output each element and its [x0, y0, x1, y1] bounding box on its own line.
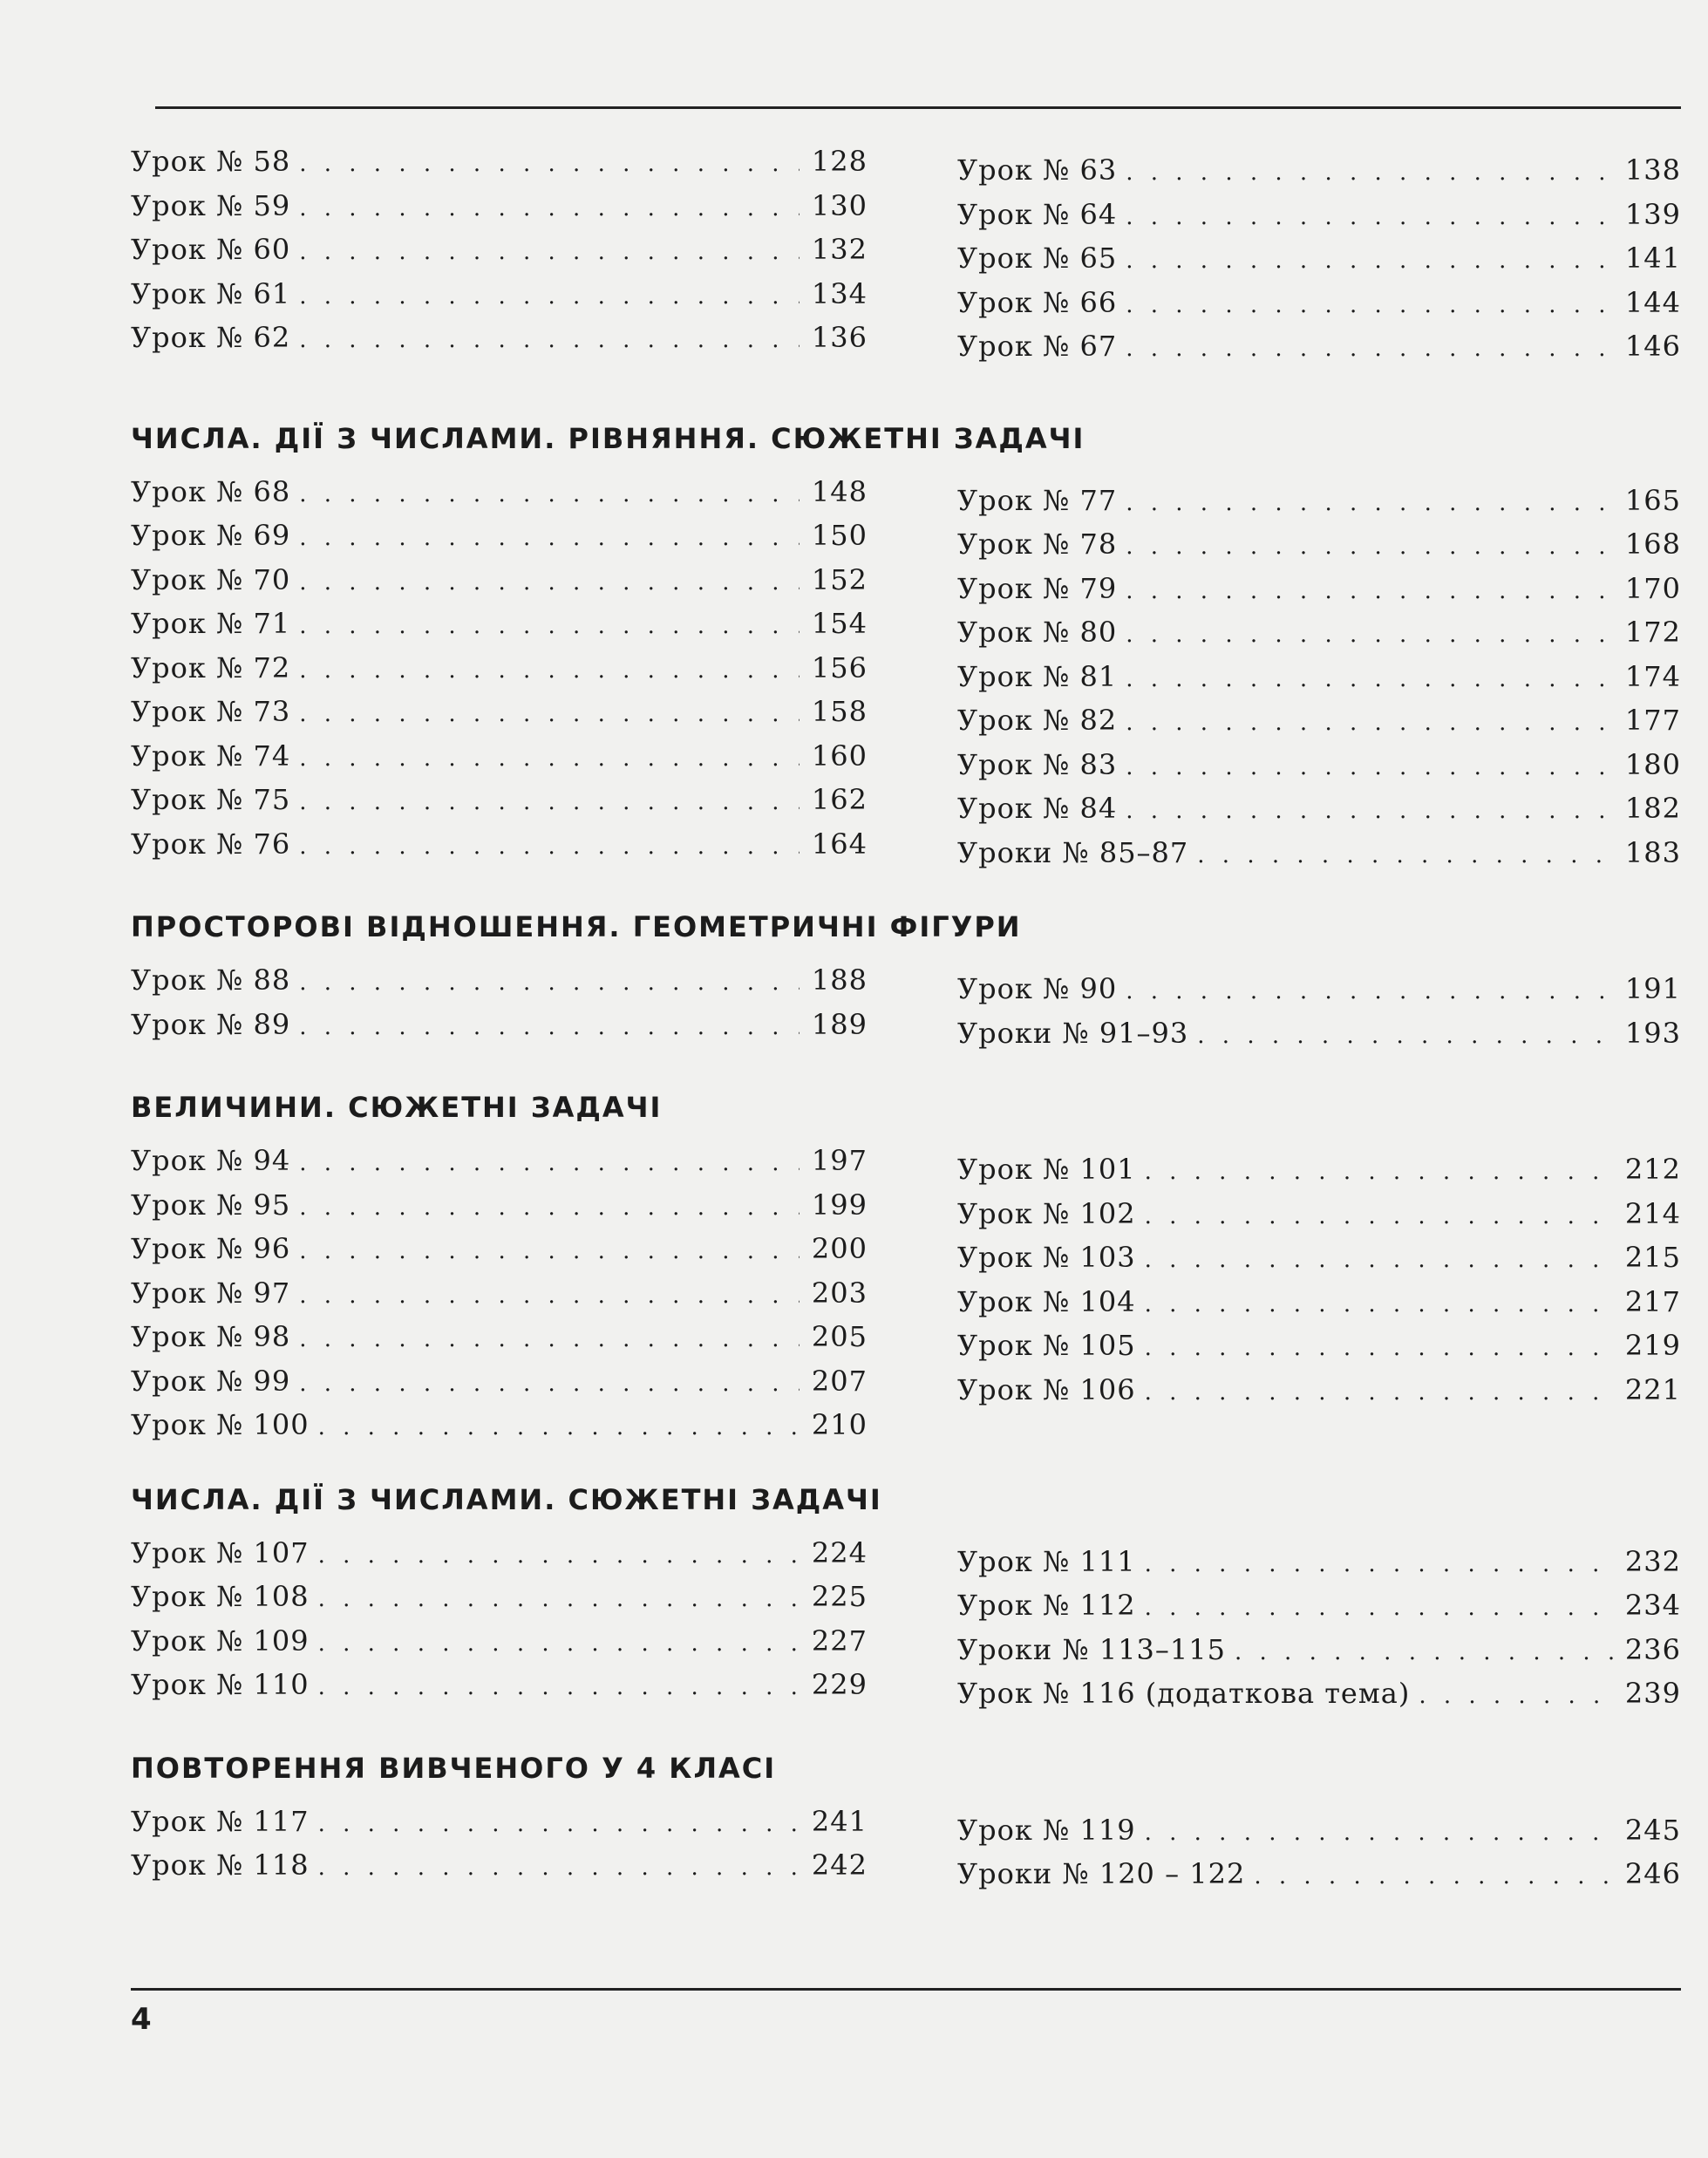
entry-page-number: 158 — [811, 695, 868, 728]
right-column — [957, 470, 1681, 875]
left-column — [131, 1800, 868, 1896]
entry-label: Урок № 65 — [957, 242, 1118, 275]
entry-page-number: 160 — [811, 739, 868, 773]
dot-leader — [1126, 283, 1613, 328]
entry-page-number: 132 — [811, 233, 868, 266]
entry-label: Урок № 72 — [131, 650, 291, 684]
entry-page-number: 188 — [811, 963, 868, 997]
toc-entry — [957, 236, 1681, 281]
right-column — [957, 1800, 1681, 1896]
entry-label: Урок № 112 — [957, 1589, 1136, 1622]
entry-page-number: 193 — [1624, 1016, 1681, 1050]
entry-label: Урок № 97 — [131, 1276, 291, 1310]
toc-entry — [131, 470, 868, 514]
entry-page-number: 234 — [1624, 1589, 1681, 1622]
entry-page-number: 242 — [811, 1848, 868, 1882]
entry-label: Урок № 108 — [131, 1580, 310, 1613]
table-of-contents — [131, 140, 1681, 1930]
toc-section — [131, 1088, 1681, 1447]
toc-entry — [957, 479, 1681, 523]
dot-leader — [318, 1577, 800, 1622]
dot-leader — [1126, 481, 1613, 526]
entry-page-number: 221 — [1624, 1372, 1681, 1406]
dot-leader — [1126, 745, 1613, 790]
section-columns — [131, 1531, 1681, 1716]
toc-entry — [957, 1147, 1681, 1192]
dot-leader — [1145, 1283, 1613, 1327]
right-column — [957, 958, 1681, 1055]
section-title: ЧИСЛА. ДІЇ З ЧИСЛАМИ. СЮЖЕТНІ ЗАДАЧІ — [131, 1482, 882, 1516]
toc-section — [131, 140, 1681, 369]
entry-label: Урок № 70 — [131, 562, 291, 596]
right-column — [957, 1139, 1681, 1447]
toc-entry — [957, 148, 1681, 193]
dot-leader — [318, 1665, 800, 1710]
entry-label: Уроки № 91–93 — [957, 1016, 1189, 1050]
toc-entry — [131, 184, 868, 228]
section-title: ПОВТОРЕННЯ ВИВЧЕНОГО У 4 КЛАСІ — [131, 1751, 777, 1785]
entry-label: Урок № 82 — [957, 704, 1118, 737]
dot-leader — [1145, 1542, 1613, 1587]
toc-entry — [131, 1139, 868, 1183]
entry-page-number: 164 — [811, 827, 868, 861]
dot-leader — [1126, 195, 1613, 240]
dot-leader — [299, 318, 800, 363]
toc-entry — [957, 1324, 1681, 1368]
toc-section — [131, 908, 1681, 1055]
entry-page-number: 134 — [811, 276, 868, 310]
entry-label: Урок № 89 — [131, 1007, 291, 1041]
right-column — [957, 140, 1681, 369]
dot-leader — [299, 187, 800, 231]
entry-label: Урок № 76 — [131, 827, 291, 861]
dot-leader — [1126, 613, 1613, 657]
entry-page-number: 227 — [811, 1624, 868, 1658]
toc-entry — [957, 1852, 1681, 1896]
toc-entry — [131, 1003, 868, 1047]
right-column — [957, 1531, 1681, 1716]
toc-entry — [957, 324, 1681, 369]
dot-leader — [299, 142, 800, 187]
toc-entry — [131, 228, 868, 272]
dot-leader — [299, 649, 800, 693]
entry-page-number: 130 — [811, 188, 868, 222]
dot-leader — [1126, 701, 1613, 745]
entry-label: Урок № 119 — [957, 1813, 1136, 1847]
entry-page-number: 200 — [811, 1232, 868, 1265]
entry-label: Уроки № 85–87 — [957, 835, 1189, 869]
entry-page-number: 128 — [811, 145, 868, 178]
toc-entry — [131, 514, 868, 558]
entry-label: Урок № 81 — [957, 659, 1118, 693]
section-title: ВЕЛИЧИНИ. СЮЖЕТНІ ЗАДАЧІ — [131, 1091, 663, 1124]
entry-page-number: 148 — [811, 474, 868, 508]
entry-page-number: 239 — [1624, 1677, 1681, 1710]
toc-entry — [131, 1315, 868, 1359]
entry-page-number: 189 — [811, 1007, 868, 1041]
entry-label: Урок № 96 — [131, 1232, 291, 1265]
entry-page-number: 191 — [1624, 972, 1681, 1005]
toc-entry — [957, 786, 1681, 831]
entry-page-number: 152 — [811, 562, 868, 596]
toc-entry — [957, 655, 1681, 699]
dot-leader — [299, 473, 800, 517]
entry-page-number: 241 — [811, 1804, 868, 1838]
entry-page-number: 138 — [1624, 153, 1681, 187]
dot-leader — [1235, 1630, 1613, 1675]
toc-entry — [957, 567, 1681, 611]
entry-label: Урок № 105 — [957, 1329, 1136, 1362]
dot-leader — [299, 1362, 800, 1406]
dot-leader — [1126, 569, 1613, 614]
toc-entry — [131, 1800, 868, 1844]
toc-entry — [131, 272, 868, 317]
entry-page-number: 144 — [1624, 285, 1681, 319]
toc-entry — [131, 1183, 868, 1228]
toc-entry — [131, 734, 868, 779]
dot-leader — [1145, 1150, 1613, 1195]
toc-entry — [131, 316, 868, 360]
dot-leader — [299, 1141, 800, 1186]
entry-page-number: 177 — [1624, 704, 1681, 737]
entry-page-number: 217 — [1624, 1284, 1681, 1318]
section-columns — [131, 958, 1681, 1055]
section-title: ПРОСТОРОВІ ВІДНОШЕННЯ. ГЕОМЕТРИЧНІ ФІГУРИ — [131, 910, 1022, 943]
toc-entry — [131, 1403, 868, 1447]
toc-entry — [957, 522, 1681, 567]
entry-label: Урок № 60 — [131, 233, 291, 266]
dot-leader — [299, 825, 800, 869]
dot-leader — [299, 1274, 800, 1318]
section-columns — [131, 1800, 1681, 1896]
entry-page-number: 180 — [1624, 747, 1681, 781]
entry-label: Урок № 95 — [131, 1188, 291, 1222]
toc-entry — [131, 690, 868, 734]
toc-section — [131, 1481, 1681, 1716]
entry-page-number: 236 — [1624, 1632, 1681, 1666]
toc-entry — [131, 778, 868, 822]
toc-entry — [131, 1843, 868, 1888]
left-column — [131, 1531, 868, 1716]
toc-entry — [131, 1359, 868, 1404]
toc-entry — [957, 281, 1681, 325]
dot-leader — [299, 1186, 800, 1230]
entry-page-number: 183 — [1624, 835, 1681, 869]
toc-entry — [957, 698, 1681, 743]
toc-entry — [957, 1192, 1681, 1236]
entry-label: Урок № 73 — [131, 695, 291, 728]
dot-leader — [318, 1846, 800, 1890]
toc-entry — [957, 1236, 1681, 1280]
entry-label: Урок № 74 — [131, 739, 291, 773]
entry-label: Урок № 106 — [957, 1372, 1136, 1406]
toc-entry — [131, 822, 868, 867]
left-column — [131, 1139, 868, 1447]
entry-label: Урок № 84 — [957, 792, 1118, 825]
entry-page-number: 168 — [1624, 528, 1681, 561]
toc-entry — [957, 610, 1681, 655]
dot-leader — [1197, 834, 1613, 878]
entry-label: Урок № 101 — [957, 1153, 1136, 1186]
entry-page-number: 172 — [1624, 616, 1681, 649]
dot-leader — [1126, 239, 1613, 283]
entry-label: Урок № 77 — [957, 483, 1118, 517]
dot-leader — [299, 604, 800, 649]
toc-entry — [957, 193, 1681, 237]
entry-page-number: 246 — [1624, 1857, 1681, 1890]
entry-page-number: 207 — [811, 1364, 868, 1398]
toc-entry — [131, 1531, 868, 1576]
dot-leader — [299, 1317, 800, 1362]
toc-entry — [131, 558, 868, 602]
entry-page-number: 139 — [1624, 197, 1681, 231]
entry-label: Урок № 67 — [957, 330, 1118, 363]
entry-page-number: 225 — [811, 1580, 868, 1613]
entry-label: Урок № 107 — [131, 1535, 310, 1569]
entry-page-number: 162 — [811, 783, 868, 816]
entry-label: Урок № 99 — [131, 1364, 291, 1398]
left-column — [131, 140, 868, 369]
entry-page-number: 214 — [1624, 1196, 1681, 1230]
entry-page-number: 224 — [811, 1535, 868, 1569]
toc-entry — [957, 1280, 1681, 1324]
toc-entry — [957, 743, 1681, 787]
dot-leader — [1126, 151, 1613, 195]
entry-label: Урок № 69 — [131, 519, 291, 552]
page-number: 4 — [131, 2002, 152, 2037]
dot-leader — [318, 1406, 800, 1450]
dot-leader — [1145, 1811, 1613, 1855]
entry-page-number: 150 — [811, 519, 868, 552]
dot-leader — [1145, 1586, 1613, 1630]
entry-label: Урок № 110 — [131, 1668, 310, 1701]
dot-leader — [1145, 1238, 1613, 1283]
entry-page-number: 154 — [811, 607, 868, 640]
entry-page-number: 205 — [811, 1320, 868, 1353]
section-columns — [131, 140, 1681, 369]
entry-label: Урок № 83 — [957, 747, 1118, 781]
entry-page-number: 203 — [811, 1276, 868, 1310]
toc-entry — [957, 831, 1681, 875]
toc-entry — [131, 1227, 868, 1271]
section-columns — [131, 1139, 1681, 1447]
entry-page-number: 197 — [811, 1144, 868, 1177]
entry-page-number: 182 — [1624, 792, 1681, 825]
dot-leader — [1197, 1014, 1613, 1059]
entry-label: Урок № 100 — [131, 1408, 310, 1441]
dot-leader — [1126, 789, 1613, 834]
entry-page-number: 174 — [1624, 659, 1681, 693]
entry-label: Урок № 62 — [131, 321, 291, 354]
toc-entry — [957, 1583, 1681, 1628]
dot-leader — [299, 561, 800, 605]
entry-label: Урок № 117 — [131, 1804, 310, 1838]
toc-entry — [957, 1011, 1681, 1056]
entry-label: Урок № 68 — [131, 474, 291, 508]
entry-page-number: 141 — [1624, 242, 1681, 275]
dot-leader — [1145, 1326, 1613, 1371]
entry-label: Урок № 98 — [131, 1320, 291, 1353]
entry-label: Уроки № 120 – 122 — [957, 1857, 1246, 1890]
dot-leader — [299, 1229, 800, 1274]
entry-label: Урок № 66 — [957, 285, 1118, 319]
entry-label: Урок № 90 — [957, 972, 1118, 1005]
entry-page-number: 199 — [811, 1188, 868, 1222]
toc-entry — [957, 1628, 1681, 1672]
entry-label: Урок № 71 — [131, 607, 291, 640]
dot-leader — [299, 737, 800, 781]
toc-entry — [957, 1671, 1681, 1716]
entry-label: Урок № 63 — [957, 153, 1118, 187]
entry-label: Урок № 109 — [131, 1624, 310, 1658]
entry-label: Урок № 102 — [957, 1196, 1136, 1230]
entry-label: Урок № 103 — [957, 1241, 1136, 1274]
dot-leader — [1126, 327, 1613, 371]
toc-entry — [131, 140, 868, 184]
entry-label: Урок № 104 — [957, 1284, 1136, 1318]
entry-label: Урок № 75 — [131, 783, 291, 816]
section-columns — [131, 470, 1681, 875]
entry-label: Урок № 78 — [957, 528, 1118, 561]
dot-leader — [1145, 1371, 1613, 1415]
dot-leader — [318, 1802, 800, 1847]
dot-leader — [1254, 1855, 1613, 1899]
toc-entry — [131, 646, 868, 691]
dot-leader — [1126, 970, 1613, 1014]
entry-page-number: 212 — [1624, 1153, 1681, 1186]
left-column — [131, 958, 868, 1055]
dot-leader — [299, 275, 800, 319]
entry-label: Урок № 64 — [957, 197, 1118, 231]
entry-page-number: 136 — [811, 321, 868, 354]
dot-leader — [318, 1622, 800, 1666]
dot-leader — [1145, 1195, 1613, 1239]
left-column — [131, 470, 868, 875]
entry-label: Урок № 94 — [131, 1144, 291, 1177]
entry-label: Урок № 61 — [131, 276, 291, 310]
toc-entry — [131, 1575, 868, 1619]
dot-leader — [299, 692, 800, 737]
top-rule — [155, 106, 1681, 109]
dot-leader — [299, 230, 800, 275]
dot-leader — [299, 961, 800, 1005]
toc-entry — [957, 1368, 1681, 1413]
entry-page-number: 219 — [1624, 1329, 1681, 1362]
entry-page-number: 156 — [811, 650, 868, 684]
entry-page-number: 210 — [811, 1408, 868, 1441]
entry-label: Урок № 111 — [957, 1544, 1136, 1578]
toc-entry — [131, 958, 868, 1003]
dot-leader — [1126, 657, 1613, 702]
entry-page-number: 245 — [1624, 1813, 1681, 1847]
entry-label: Урок № 116 (додаткова тема) — [957, 1677, 1411, 1710]
toc-entry — [131, 1663, 868, 1707]
entry-label: Урок № 58 — [131, 145, 291, 178]
entry-page-number: 232 — [1624, 1544, 1681, 1578]
dot-leader — [299, 1005, 800, 1050]
entry-label: Урок № 88 — [131, 963, 291, 997]
section-title: ЧИСЛА. ДІЇ З ЧИСЛАМИ. РІВНЯННЯ. СЮЖЕТНІ ЗАДАЧІ — [131, 421, 1085, 455]
dot-leader — [299, 516, 800, 561]
entry-label: Урок № 79 — [957, 571, 1118, 605]
dot-leader — [318, 1534, 800, 1578]
bottom-rule — [131, 1988, 1681, 1991]
entry-page-number: 170 — [1624, 571, 1681, 605]
entry-page-number: 229 — [811, 1668, 868, 1701]
toc-section — [131, 1749, 1681, 1896]
toc-entry — [957, 1540, 1681, 1584]
toc-section — [131, 419, 1681, 875]
entry-label: Урок № 118 — [131, 1848, 310, 1882]
toc-entry — [131, 1619, 868, 1664]
entry-page-number: 165 — [1624, 483, 1681, 517]
dot-leader — [299, 780, 800, 825]
toc-entry — [131, 1271, 868, 1316]
toc-entry — [131, 602, 868, 646]
entry-label: Уроки № 113–115 — [957, 1632, 1226, 1666]
entry-page-number: 215 — [1624, 1241, 1681, 1274]
entry-page-number: 146 — [1624, 330, 1681, 363]
dot-leader — [1126, 525, 1613, 569]
entry-label: Урок № 59 — [131, 188, 291, 222]
entry-label: Урок № 80 — [957, 616, 1118, 649]
toc-entry — [957, 967, 1681, 1011]
toc-entry — [957, 1808, 1681, 1853]
dot-leader — [1419, 1674, 1613, 1719]
